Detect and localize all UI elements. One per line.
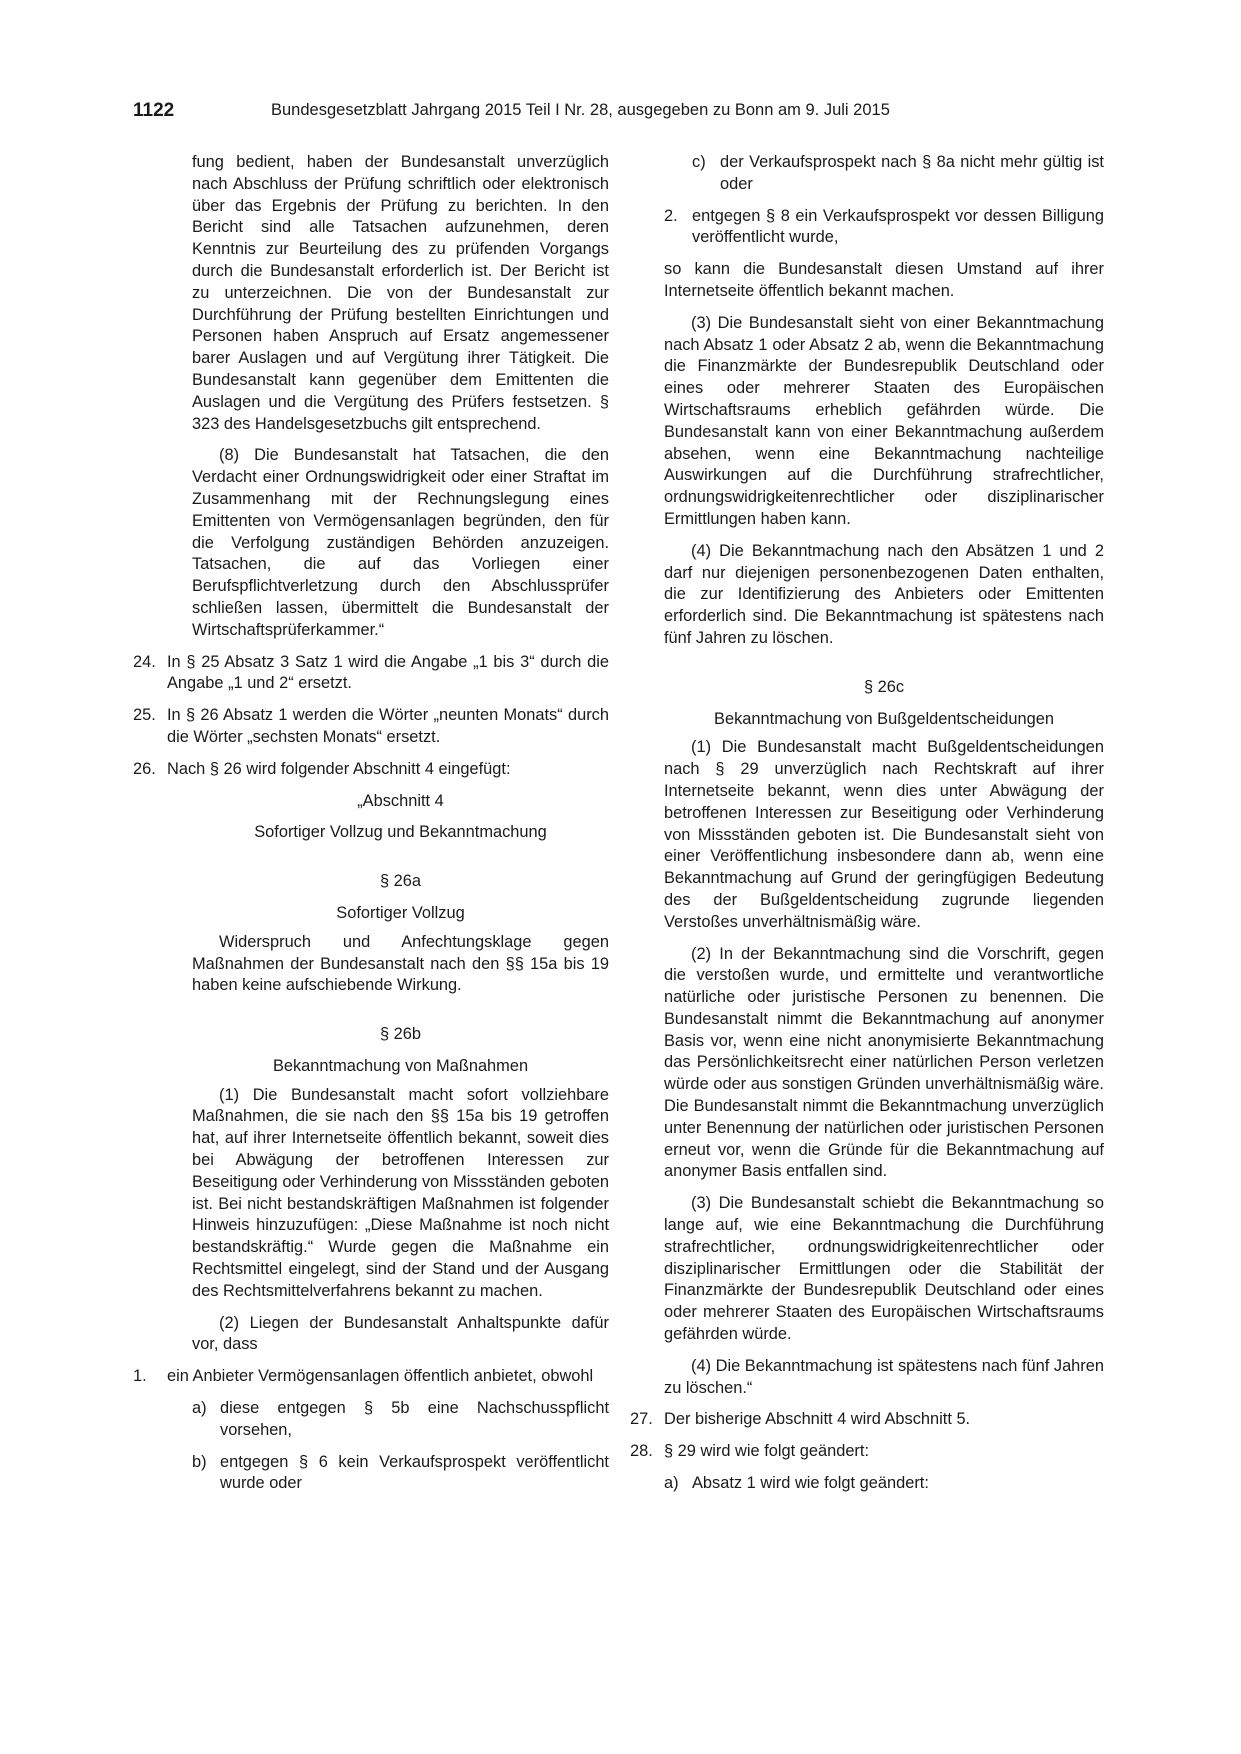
section-26c-paragraph-3: (3) Die Bundesanstalt schiebt die Bekanntmachung so lange auf, wie eine Bekanntmachung die Durchführung strafrechtlicher, ordnungswidrigkeitenrechtlicher oder disziplinarischer Ermittlungen oder die Stabilität der Finanzmärkte der Bundesrepublik Deutschland oder eines oder mehrerer Staaten des Europäischen Wirtschaftsraums gefährden würde. xyxy=(664,1194,1104,1344)
sub-item xyxy=(692,152,1104,196)
item-number: 25. xyxy=(133,706,156,725)
item-number: 26. xyxy=(133,759,156,778)
right-column xyxy=(630,152,1104,1495)
list-item xyxy=(133,759,609,781)
item-text: § 29 wird wie folgt geändert: xyxy=(664,1442,870,1461)
section-26b-paragraph-3: (3) Die Bundesanstalt sieht von einer Bekanntmachung nach Absatz 1 oder Absatz 2 ab, wenn die Bekanntmachung die Finanzmärkte der Bundesrepublik Deutschland oder eines oder mehrerer Staaten des Europäischen Wirtschaftsraums erheblich gefährden würde. Die Bundesanstalt kann von einer Bekanntmachung außerdem absehen, wenn eine Bekanntmachung nachteilige Auswirkungen auf die Durchführung strafrechtlicher, ordnungswidrigkeitenrechtlicher oder disziplinarischer Ermittlungen haben kann. xyxy=(664,313,1104,528)
sub-item xyxy=(192,1398,609,1442)
paragraph-8: (8) Die Bundesanstalt hat Tatsachen, die den Verdacht einer Ordnungswidrigkeit oder einer Straftat im Zusammenhang mit der Rechnungslegung eines Emittenten von Vermögensanlagen begründen, den für die Verfolgung zuständigen Behörden anzuzeigen. Tatsachen, die auf das Vorliegen einer Berufspflichtverletzung durch den Abschlussprüfer schließen lassen, übermittelt die Bundesanstalt der Wirtschaftsprüferkammer.“ xyxy=(192,446,609,639)
sub-item xyxy=(664,1473,1104,1495)
sub-item-letter: b) xyxy=(192,1452,207,1471)
left-column xyxy=(133,152,609,1495)
item-number: 24. xyxy=(133,652,156,671)
section-26a-heading: § 26a xyxy=(379,872,422,891)
list-item xyxy=(133,705,609,749)
list-item xyxy=(664,206,1104,250)
list-item xyxy=(630,1441,1104,1463)
list-item xyxy=(133,652,609,696)
item-number: 27. xyxy=(630,1410,653,1429)
sub-item-letter: a) xyxy=(192,1399,207,1418)
item-text: In § 26 Absatz 1 werden die Wörter „neunten Monats“ durch die Wörter „sechsten Monats“ ersetzt. xyxy=(167,706,609,746)
section-26b-title: Bekanntmachung von Maßnahmen xyxy=(272,1056,529,1075)
section-26a-title: Sofortiger Vollzug xyxy=(336,903,465,922)
section-26c-paragraph-4: (4) Die Bekanntmachung ist spätestens nach fünf Jahren zu löschen.“ xyxy=(664,1356,1104,1397)
section-26c-paragraph-1: (1) Die Bundesanstalt macht Bußgeldentscheidungen nach § 29 unverzüglich nach Rechtskraft auf ihrer Internetseite bekannt, wenn dies unter Abwägung der betroffenen Interessen zur Beseitigung oder Verhinderung von Missständen geboten ist. Die Bundesanstalt sieht von einer Veröffentlichung insbesondere dann ab, wenn eine Bekanntmachung auf Grund der geringfügigen Bedeutung des der Bußgeldentscheidung zugrunde liegenden Verstoßes unverhältnismäßig wäre. xyxy=(664,738,1104,931)
sub-item-letter: c) xyxy=(692,153,706,171)
sub-item-text: der Verkaufsprospekt nach § 8a nicht mehr gültig ist oder xyxy=(720,153,1104,193)
item-text: In § 25 Absatz 3 Satz 1 wird die Angabe „1 bis 3“ durch die Angabe „1 und 2“ ersetzt. xyxy=(167,652,609,693)
section-26a-text: Widerspruch und Anfechtungsklage gegen Maßnahmen der Bundesanstalt nach den §§ 15a bis 19 haben keine aufschiebende Wirkung. xyxy=(192,932,609,995)
section-26b-heading: § 26b xyxy=(379,1025,422,1044)
item-number: 1. xyxy=(133,1367,147,1386)
item-text: entgegen § 8 ein Verkaufsprospekt vor dessen Billigung veröffentlicht wurde, xyxy=(692,206,1104,247)
list-item xyxy=(630,1409,1104,1431)
sub-item-letter: a) xyxy=(664,1474,679,1493)
section-26c-paragraph-2: (2) In der Bekanntmachung sind die Vorschrift, gegen die verstoßen wurde, und ermittelte und verantwortliche natürliche oder juristische Personen zu benennen. Die Bundesanstalt nimmt die Bekanntmachung auf anonymer Basis vor, wenn eine nicht anonymisierte Bekanntmachung das Persönlichkeitsrecht einer natürlichen Person verletzen würde oder aus sonstigen Gründen unverhältnismäßig wäre. Die Bundesanstalt nimmt die Bekanntmachung unverzüglich unter Benennung der natürlichen oder juristischen Personen erneut vor, wenn die Gründe für die Bekanntmachung auf anonymer Basis entfallen sind. xyxy=(664,944,1104,1181)
section-26c-title: Bekanntmachung von Bußgeldentscheidungen xyxy=(714,709,1054,728)
item-text: ein Anbieter Vermögensanlagen öffentlich anbietet, obwohl xyxy=(167,1367,594,1386)
section-26c-heading: § 26c xyxy=(863,677,905,696)
sub-item-text: entgegen § 6 kein Verkaufsprospekt veröffentlicht wurde oder xyxy=(220,1452,609,1493)
item-text: Nach § 26 wird folgender Abschnitt 4 eingefügt: xyxy=(167,759,511,778)
item-number: 28. xyxy=(630,1442,653,1461)
item-text: Der bisherige Abschnitt 4 wird Abschnitt 5. xyxy=(664,1410,971,1429)
paragraph-so: so kann die Bundesanstalt diesen Umstand auf ihrer Internetseite öffentlich bekannt machen. xyxy=(664,260,1104,300)
section-26b-paragraph-4: (4) Die Bekanntmachung nach den Absätzen 1 und 2 darf nur diejenigen personenbezogenen Daten enthalten, die zur Identifizierung des Anbieters oder Emittenten erforderlich sind. Die Bekanntmachung ist spätestens nach fünf Jahren zu löschen. xyxy=(664,541,1104,647)
abschnitt-heading: „Abschnitt 4 xyxy=(357,791,444,810)
sub-item xyxy=(192,1452,609,1496)
running-title: Bundesgesetzblatt Jahrgang 2015 Teil I Nr. 28, ausgegeben zu Bonn am 9. Juli 2015 xyxy=(271,101,890,119)
sub-item-text: Absatz 1 wird wie folgt geändert: xyxy=(692,1474,929,1493)
sub-item-text: diese entgegen § 5b eine Nachschusspflicht vorsehen, xyxy=(220,1399,609,1439)
paragraph-continuation: fung bedient, haben der Bundesanstalt unverzüglich nach Abschluss der Prüfung schriftlich oder elektronisch über das Ergebnis der Prüfung zu berichten. In den Bericht sind alle Tatsachen aufzunehmen, deren Kenntnis zur Beurteilung des zu prüfenden Vorgangs durch die Bundesanstalt erforderlich ist. Der Bericht ist zu unterzeichnen. Die von der Bundesanstalt zur Durchführung der Prüfung bestellten Einrichtungen und Personen haben Anspruch auf Ersatz angemessener barer Auslagen und auf Vergütung ihrer Tätigkeit. Die Bundesanstalt kann gegenüber dem Emittenten die Auslagen und die Vergütung des Prüfers festsetzen. § 323 des Handelsgesetzbuchs gilt entsprechend. xyxy=(192,153,609,433)
page-number: 1122 xyxy=(133,100,175,121)
item-number: 2. xyxy=(664,206,678,225)
page-header xyxy=(133,100,993,126)
list-item xyxy=(133,1366,609,1388)
abschnitt-title: Sofortiger Vollzug und Bekanntmachung xyxy=(254,823,547,842)
section-26b-paragraph-2: (2) Liegen der Bundesanstalt Anhaltspunkte dafür vor, dass xyxy=(192,1313,609,1354)
section-26b-paragraph-1: (1) Die Bundesanstalt macht sofort vollziehbare Maßnahmen, die sie nach den §§ 15a bis 19 getroffen hat, auf ihrer Internetseite öffentlich bekannt, soweit dies bei Abwägung der betroffenen Interessen zur Beseitigung oder Verhinderung von Missständen geboten ist. Bei nicht bestandskräftigen Maßnahmen ist folgender Hinweis hinzuzufügen: „Diese Maßnahme ist noch nicht bestandskräftig.“ Wurde gegen die Maßnahme ein Rechtsmittel eingelegt, sind der Stand und der Ausgang des Rechtsmittelverfahrens bekannt zu machen. xyxy=(192,1085,609,1300)
